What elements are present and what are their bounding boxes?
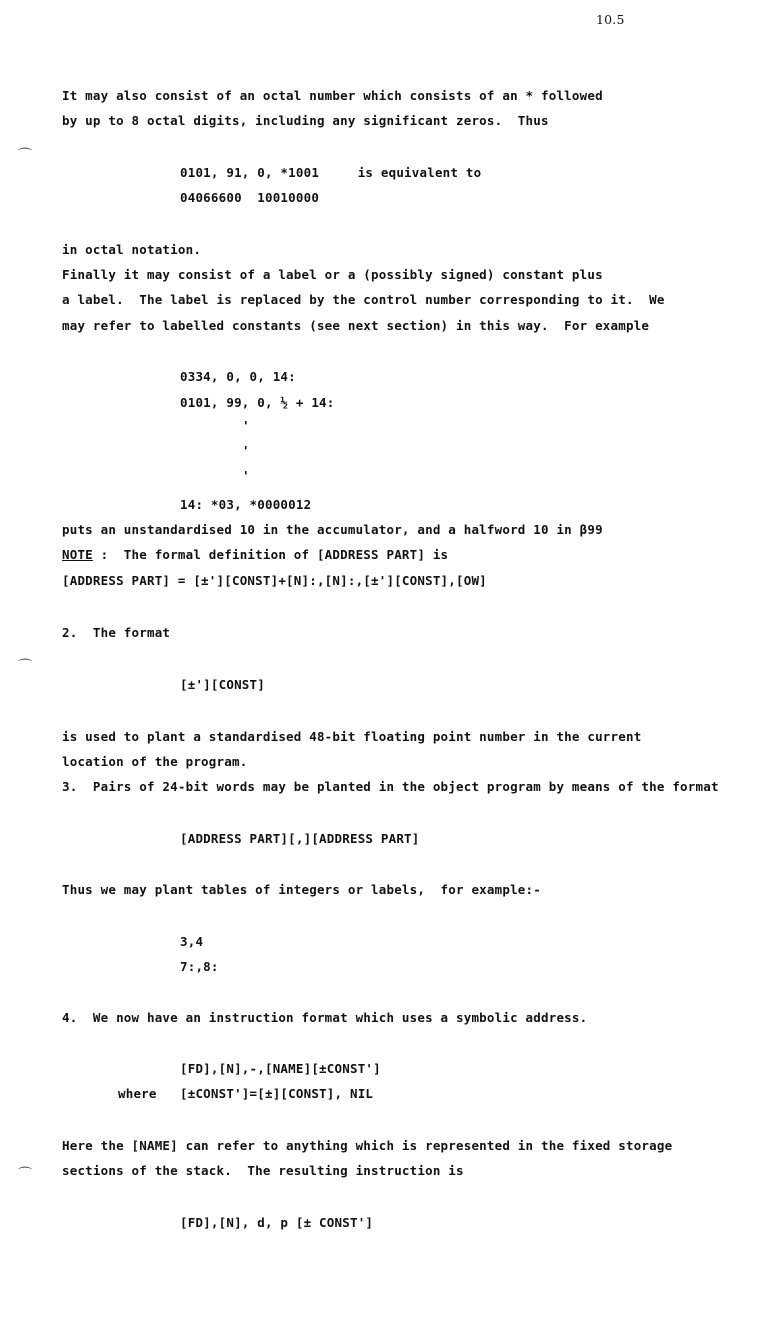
margin-mark: ⌒ [18, 1167, 33, 1183]
example-line: 3,4 [180, 934, 204, 949]
example-line: 0101, 91, 0, *1001 is equivalent to [180, 165, 482, 180]
example-line: [±CONST']=[±][CONST], NIL [180, 1086, 374, 1101]
example-line: [FD],[N], d, p [± CONST'] [180, 1215, 374, 1230]
text-line: a label. The label is replaced by the control number corresponding to it. We [62, 292, 665, 307]
text-line: in octal notation. [62, 242, 202, 257]
continuation-mark: ' [242, 418, 250, 433]
continuation-mark: ' [242, 443, 250, 458]
margin-mark: ⌒ [18, 148, 33, 164]
continuation-mark: ' [242, 468, 250, 483]
example-line: 04066600 10010000 [180, 190, 320, 205]
text-line: It may also consist of an octal number which consists of an * followed [62, 88, 603, 103]
example-line: 0101, 99, 0, ½ + 14: [180, 395, 335, 410]
text-line: Finally it may consist of a label or a (possibly signed) constant plus [62, 267, 603, 282]
text-line: Thus we may plant tables of integers or labels, for example:- [62, 882, 541, 897]
example-line: 7:,8: [180, 959, 219, 974]
section-heading: 3. Pairs of 24-bit words may be planted in the object program by means of the format [62, 779, 719, 794]
section-heading: 4. We now have an instruction format which uses a symbolic address. [62, 1010, 588, 1025]
text-line: may refer to labelled constants (see next section) in this way. For example [62, 318, 650, 333]
margin-mark: ⌒ [18, 659, 33, 675]
example-line: 0334, 0, 0, 14: [180, 369, 296, 384]
example-line: [±'][CONST] [180, 677, 265, 692]
note-text: : The formal definition of [ADDRESS PART] is [92, 547, 449, 562]
text-line: by up to 8 octal digits, including any significant zeros. Thus [62, 113, 549, 128]
example-line: [FD],[N],-,[NAME][±CONST'] [180, 1061, 381, 1076]
example-line: 14: *03, *0000012 [180, 497, 312, 512]
text-line: puts an unstandardised 10 in the accumulator, and a halfword 10 in β99 [62, 522, 603, 537]
note-line [62, 547, 448, 563]
example-line: [ADDRESS PART][,][ADDRESS PART] [180, 831, 420, 846]
text-line: location of the program. [62, 754, 248, 769]
text-line: is used to plant a standardised 48-bit floating point number in the current [62, 729, 642, 744]
text-line: sections of the stack. The resulting instruction is [62, 1163, 464, 1178]
definition-line: [ADDRESS PART] = [±'][CONST]+[N]:,[N]:,[±'][CONST],[OW] [62, 573, 487, 588]
page-number: 10.5 [596, 12, 625, 27]
note-label: NOTE [62, 547, 93, 562]
section-heading: 2. The format [62, 625, 171, 640]
where-label: where [118, 1086, 157, 1101]
text-line: Here the [NAME] can refer to anything which is represented in the fixed storage [62, 1138, 673, 1153]
